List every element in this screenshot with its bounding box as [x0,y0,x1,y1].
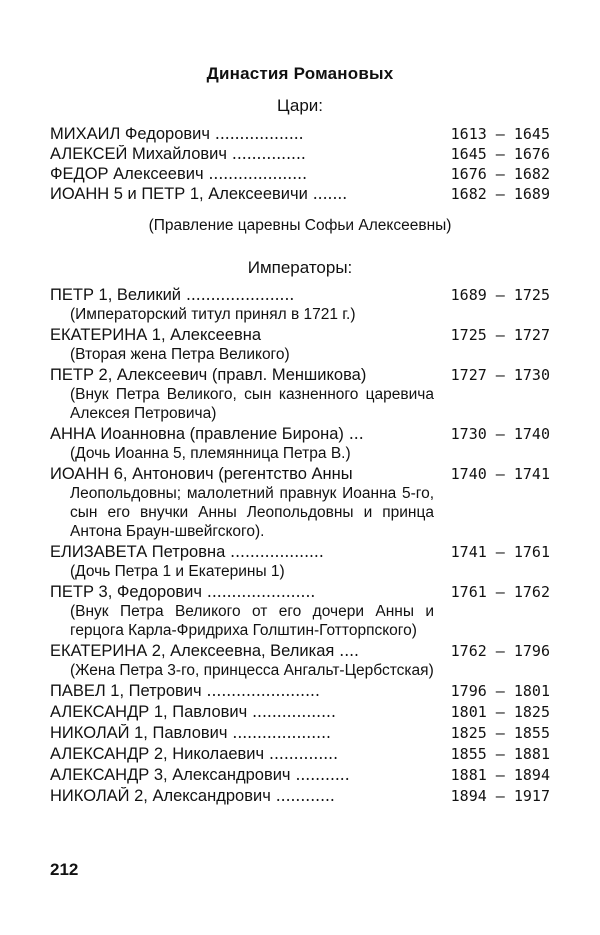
leader-dots: .............. [264,745,339,763]
page-number: 212 [50,860,79,879]
list-item [50,724,550,743]
regency-note: (Правление царевны Софьи Алексеевны) [148,217,452,234]
leader-dots: ...................... [181,286,295,304]
ruler-name: НИКОЛАЙ 2, Александрович [50,787,271,805]
reign-years: 1727 — 1730 [450,366,550,384]
list-item [50,366,550,423]
leader-dots: .................... [203,165,308,183]
emperors-list [50,286,550,808]
ruler-note: (Внук Петра Великого от его дочери Анны и герцога Карла-Фридриха Голштин-Готторпского) [70,603,434,639]
leader-dots: .................... [227,724,331,742]
ruler-name: ФЕДОР Алексеевич [50,165,204,183]
ruler-name: АЛЕКСАНДР 2, Николаевич [50,745,265,763]
ruler-name: ИОАНН 6, Антонович (регентство Анны [50,465,353,483]
reign-years: 1740 — 1741 [450,465,550,483]
list-item [50,145,550,164]
leader-dots: ... [343,425,364,443]
ruler-note: Леопольдовны; малолетний правнук Иоанна 5-го, сын его внучки Анны Леопольдовны и принца Антона Браун-швейгского). [70,485,434,540]
leader-dots: ....... [307,185,348,203]
reign-years: 1645 — 1676 [450,145,550,163]
emperors-heading: Императоры: [247,258,353,277]
list-item [50,543,550,581]
reign-years: 1825 — 1855 [450,724,550,742]
leader-dots: ........... [290,766,350,784]
list-item [50,165,550,184]
reign-years: 1762 — 1796 [450,642,550,660]
reign-years: 1725 — 1727 [450,326,550,344]
list-item [50,787,550,806]
ruler-name: ЕКАТЕРИНА 2, Алексеевна, Великая [50,642,335,660]
list-item [50,703,550,722]
reign-years: 1881 — 1894 [450,766,550,784]
ruler-name: АЛЕКСЕЙ Михайлович [50,145,227,163]
ruler-note: (Дочь Петра 1 и Екатерины 1) [70,563,285,580]
list-item [50,766,550,785]
reign-years: 1894 — 1917 [450,787,550,805]
reign-years: 1676 — 1682 [450,165,550,183]
reign-years: 1682 — 1689 [450,185,550,203]
reign-years: 1730 — 1740 [450,425,550,443]
ruler-note: (Вторая жена Петра Великого) [70,346,290,363]
list-item [50,326,550,364]
list-item [50,682,550,701]
ruler-note: (Внук Петра Великого, сын казненного царевича Алексея Петровича) [70,386,434,422]
list-item [50,745,550,764]
ruler-name: ПЕТР 2, Алексеевич (правл. Меншикова) [50,366,367,384]
list-item [50,125,550,144]
ruler-name: НИКОЛАЙ 1, Павлович [50,724,228,742]
page-title: Династия Романовых [206,64,394,83]
list-item [50,185,550,204]
list-item [50,425,550,463]
ruler-name: ЕКАТЕРИНА 1, Алексеевна [50,326,262,344]
ruler-note: (Императорский титул принял в 1721 г.) [70,306,356,323]
ruler-note: (Дочь Иоанна 5, племянница Петра В.) [70,445,351,462]
reign-years: 1855 — 1881 [450,745,550,763]
reign-years: 1796 — 1801 [450,682,550,700]
ruler-name: ЕЛИЗАВЕТА Петровна [50,543,226,561]
ruler-name: АННА Иоанновна (правление Бирона) [50,425,344,443]
reign-years: 1741 — 1761 [450,543,550,561]
list-item [50,465,550,541]
leader-dots: .................. [209,125,304,143]
ruler-name: АЛЕКСАНДР 1, Павлович [50,703,248,721]
ruler-name: ПЕТР 1, Великий [50,286,182,304]
reign-years: 1613 — 1645 [450,125,550,143]
reign-years: 1689 — 1725 [450,286,550,304]
ruler-note: (Жена Петра 3-го, принцесса Ангальт-Цербстская) [70,662,434,679]
reign-years: 1761 — 1762 [450,583,550,601]
list-item [50,583,550,640]
leader-dots: .... [334,642,359,660]
leader-dots: ............ [270,787,335,805]
tsars-list [50,125,550,205]
leader-dots: ................... [225,543,324,561]
list-item [50,642,550,680]
leader-dots: ....................... [201,682,320,700]
ruler-name: ПАВЕЛ 1, Петрович [50,682,202,700]
reign-years: 1801 — 1825 [450,703,550,721]
leader-dots: ...................... [201,583,316,601]
leader-dots: ................. [247,703,336,721]
ruler-name: ИОАНН 5 и ПЕТР 1, Алексеевичи [50,185,308,203]
tsars-heading: Цари: [276,96,324,115]
list-item [50,286,550,324]
ruler-name: ПЕТР 3, Федорович [50,583,202,601]
ruler-name: МИХАИЛ Федорович [50,125,210,143]
leader-dots: ............... [226,145,306,163]
ruler-name: АЛЕКСАНДР 3, Александрович [50,766,291,784]
